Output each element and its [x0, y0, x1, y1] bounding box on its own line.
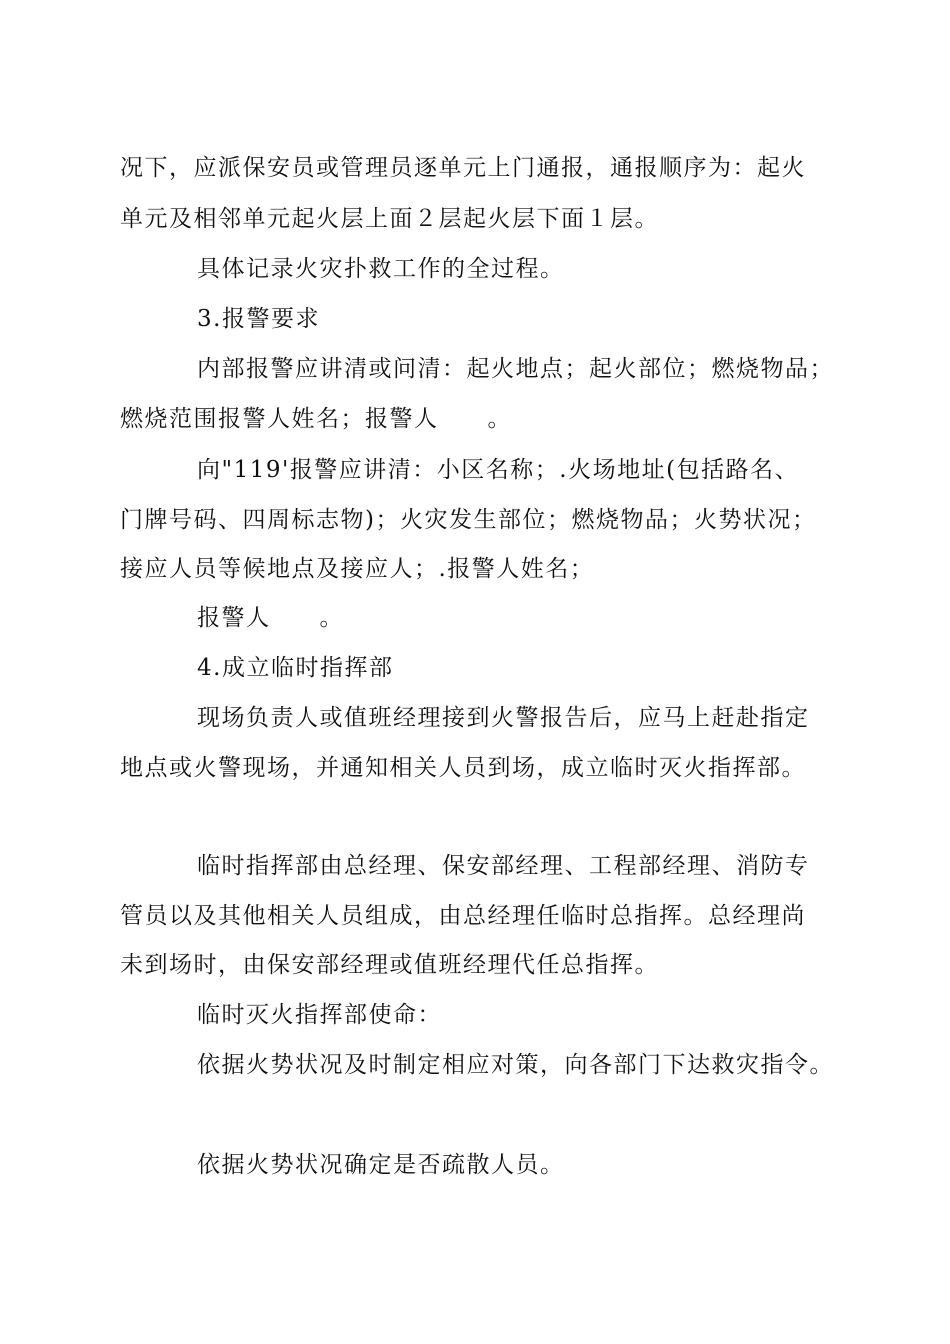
- text-line: 管员以及其他相关人员组成，由总经理任临时总指挥。总经理尚: [120, 903, 806, 929]
- text-line: 燃烧范围报警人姓名；报警人 。: [120, 406, 512, 432]
- text-line: 况下，应派保安员或管理员逐单元上门通报，通报顺序为：起火: [120, 155, 806, 181]
- section-heading: 3.报警要求: [197, 306, 320, 332]
- text-line: 报警人 。: [197, 605, 344, 631]
- text-line: 门牌号码、四周标志物)；火灾发生部位；燃烧物品；火势状况；: [120, 507, 817, 533]
- text-line: 接应人员等候地点及接应人；.报警人姓名；: [120, 556, 595, 582]
- text-line: 现场负责人或值班经理接到火警报告后，应马上赶赴指定: [197, 705, 810, 731]
- text-line: 内部报警应讲清或问清：起火地点；起火部位；燃烧物品；: [197, 356, 834, 382]
- text-line: 向"119'报警应讲清：小区名称；.火场地址(包括路名、: [197, 457, 800, 483]
- section-heading: 4.成立临时指挥部: [197, 655, 394, 681]
- text-line: 未到场时，由保安部经理或值班经理代任总指挥。: [120, 952, 659, 978]
- text-line: 具体记录火灾扑救工作的全过程。: [197, 256, 565, 282]
- text-line: 依据火势状况确定是否疏散人员。: [197, 1152, 565, 1178]
- text-line: 单元及相邻单元起火层上面２层起火层下面１层。: [120, 206, 659, 232]
- text-line: 临时指挥部由总经理、保安部经理、工程部经理、消防专: [197, 853, 810, 879]
- text-line: 依据火势状况及时制定相应对策，向各部门下达救灾指令。: [197, 1052, 834, 1078]
- text-line: 临时灭火指挥部使命：: [197, 1002, 442, 1028]
- text-line: 地点或火警现场，并通知相关人员到场，成立临时灭火指挥部。: [120, 755, 806, 781]
